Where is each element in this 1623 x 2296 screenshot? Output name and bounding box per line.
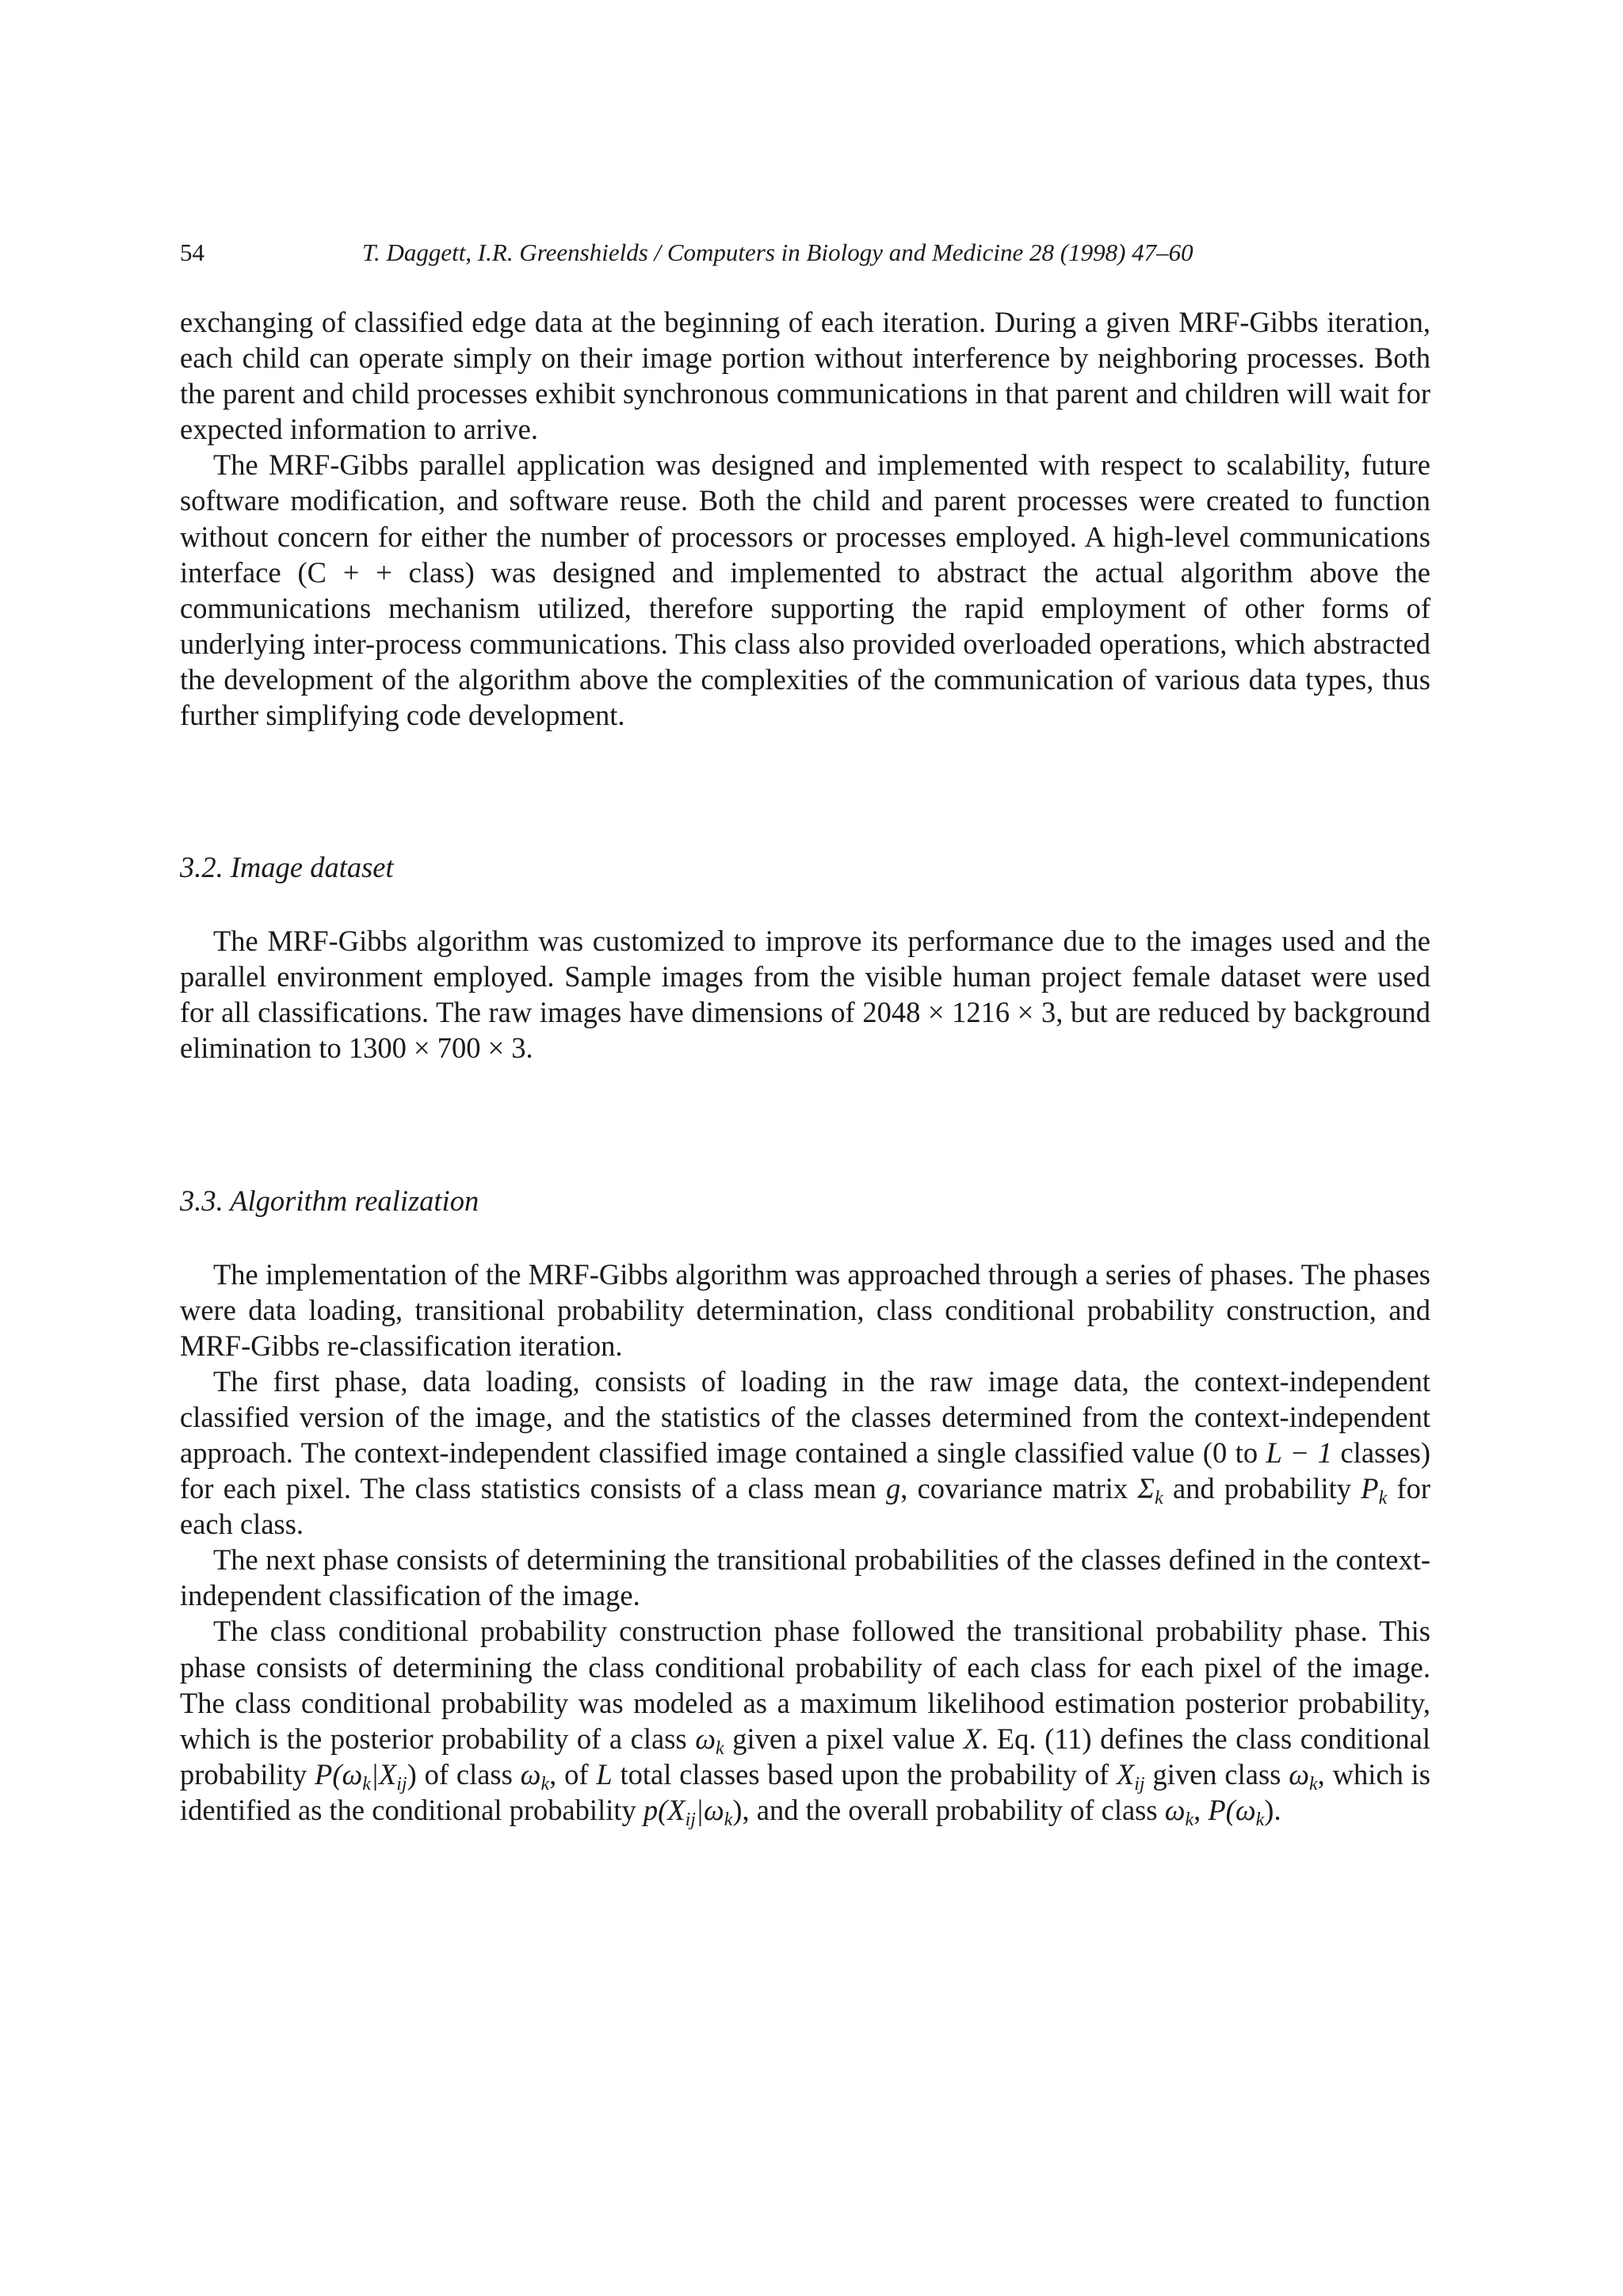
paper-page	[180, 235, 1430, 1828]
paragraph-transitional: The next phase consists of determining the transitional probabilities of the classes defined in the context-independent classification of the image.	[180, 1543, 1430, 1612]
body-text	[180, 304, 1430, 1828]
section-heading-image-dataset: 3.2. Image dataset	[180, 851, 394, 884]
paragraph-class-conditional: The class conditional probability construction phase followed the transitional probability phase. This phase consists of determining the class conditional probability of each class for each pixel of the image. The class conditional probability was modeled as a maximum likelihood estimation posterior probability, which is the posterior probability of a class $\omega_k$ given a pixel value X. Eq. (11) defines the class conditional probability $P(\omega_k|X_{ij})$ of class $\omega_k$, of L total classes based upon the probability of $X_{ij}$ given class $\omega_k$, which is identified as the conditional probability $p(X_{ij}|\omega_k)$, and the overall probability of class $\omega_k$, $P(\omega_k)$.	[180, 1615, 1431, 1830]
paragraph-design: The MRF-Gibbs parallel application was designed and implemented with respect to scalability, future software modification, and software reuse. Both the child and parent processes were created to function without concern for either the number of processors or processes employed. A high-level communications interface (C + + class) was designed and implemented to abstract the actual algorithm above the communications mechanism utilized, therefore supporting the rapid employment of other forms of underlying inter-process communications. This class also provided overloaded operations, which abstracted the development of the algorithm above the complexities of the communication of various data types, thus further simplifying code development.	[180, 448, 1430, 732]
paragraph-phases: The implementation of the MRF-Gibbs algorithm was approached through a series of phases. The phases were data loading, transitional probability determination, class conditional probability construction, and MRF-Gibbs re-classification iteration.	[180, 1257, 1430, 1362]
running-head	[180, 235, 1430, 271]
page-number: 54	[180, 238, 204, 266]
paragraph-continuation: exchanging of classified edge data at the beginning of each iteration. During a given MRF-Gibbs iteration, each child can operate simply on their image portion without interference by neighboring processes. Both the parent and child processes exhibit synchronous communications in that parent and children will wait for expected information to arrive.	[180, 306, 1430, 446]
journal-citation: T. Daggett, I.R. Greenshields / Computers in Biology and Medicine 28 (1998) 47–60	[362, 238, 1193, 266]
paragraph-image-dataset: The MRF-Gibbs algorithm was customized to improve its performance due to the images used and the parallel environment employed. Sample images from the visible human project female dataset were used for all classifications. The raw images have dimensions of 2048 × 1216 × 3, but are reduced by background elimination to 1300 × 700 × 3.	[180, 925, 1430, 1065]
section-heading-algorithm-realization: 3.3. Algorithm realization	[180, 1184, 479, 1217]
paragraph-data-loading: The first phase, data loading, consists of loading in the raw image data, the context-independent classified version of the image, and the statistics of the classes determined from the context-independent approach. The context-independent classified image contained a single classified value (0 to L − 1 classes) for each pixel. The class statistics consists of a class mean g, covariance matrix $\Sigma_k$ and probability $P_k$ for each class.	[180, 1364, 1431, 1541]
